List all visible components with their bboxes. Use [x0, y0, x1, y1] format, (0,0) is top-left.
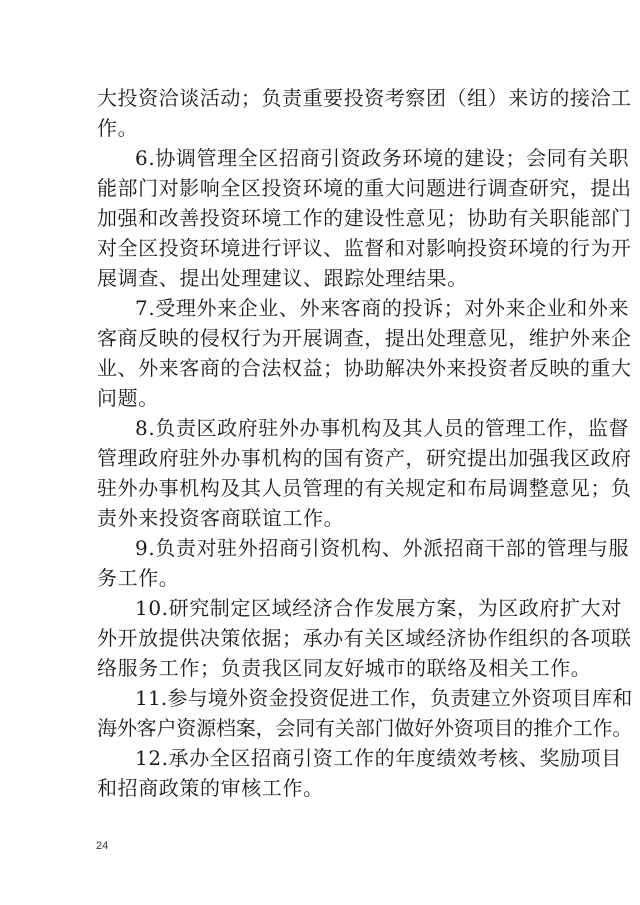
paragraph-6-start: 6.协调管理全区招商引资政务环境的建设；会同有关职: [135, 146, 630, 170]
text-line: 络服务工作；负责我区同友好城市的联络及相关工作。: [97, 656, 592, 680]
page-number: 24: [96, 840, 109, 852]
text-line: 业、外来客商的合法权益；协助解决外来投资者反映的重大: [97, 356, 632, 380]
paragraph-10-start: 10.研究制定区域经济合作发展方案，为区政府扩大对: [135, 596, 622, 620]
text-line: 海外客户资源档案，会同有关部门做好外资项目的推介工作。: [97, 716, 633, 740]
text-line: 责外来投资客商联谊工作。: [97, 506, 345, 530]
text-line: 作。: [97, 116, 139, 140]
paragraph-12-start: 12.承办全区招商引资工作的年度绩效考核、奖励项目: [135, 746, 622, 770]
text-line: 管理政府驻外办事机构的国有资产，研究提出加强我区政府: [97, 446, 632, 470]
text-line: 驻外办事机构及其人员管理的有关规定和布局调整意见；负: [97, 476, 632, 500]
text-line: 展调查、提出处理建议、跟踪处理结果。: [97, 266, 468, 290]
paragraph-7-start: 7.受理外来企业、外来客商的投诉；对外来企业和外来: [135, 296, 630, 320]
text-line: 能部门对影响全区投资环境的重大问题进行调查研究，提出: [97, 176, 632, 200]
paragraph-8-start: 8.负责区政府驻外办事机构及其人员的管理工作，监督: [135, 416, 630, 440]
text-line: 问题。: [97, 386, 159, 410]
text-line: 对全区投资环境进行评议、监督和对影响投资环境的行为开: [97, 236, 632, 260]
text-line: 外开放提供决策依据；承办有关区域经济协作组织的各项联: [97, 626, 632, 650]
text-line: 务工作。: [97, 566, 180, 590]
paragraph-9-start: 9.负责对驻外招商引资机构、外派招商干部的管理与服: [135, 536, 630, 560]
text-line: 客商反映的侵权行为开展调查，提出处理意见，维护外来企: [97, 326, 632, 350]
text-line: 大投资洽谈活动；负责重要投资考察团（组）来访的接洽工: [97, 86, 632, 110]
text-line: 和招商政策的审核工作。: [97, 776, 324, 800]
paragraph-11-start: 11.参与境外资金投资促进工作，负责建立外资项目库和: [135, 686, 633, 710]
text-line: 加强和改善投资环境工作的建设性意见；协助有关职能部门: [97, 206, 632, 230]
